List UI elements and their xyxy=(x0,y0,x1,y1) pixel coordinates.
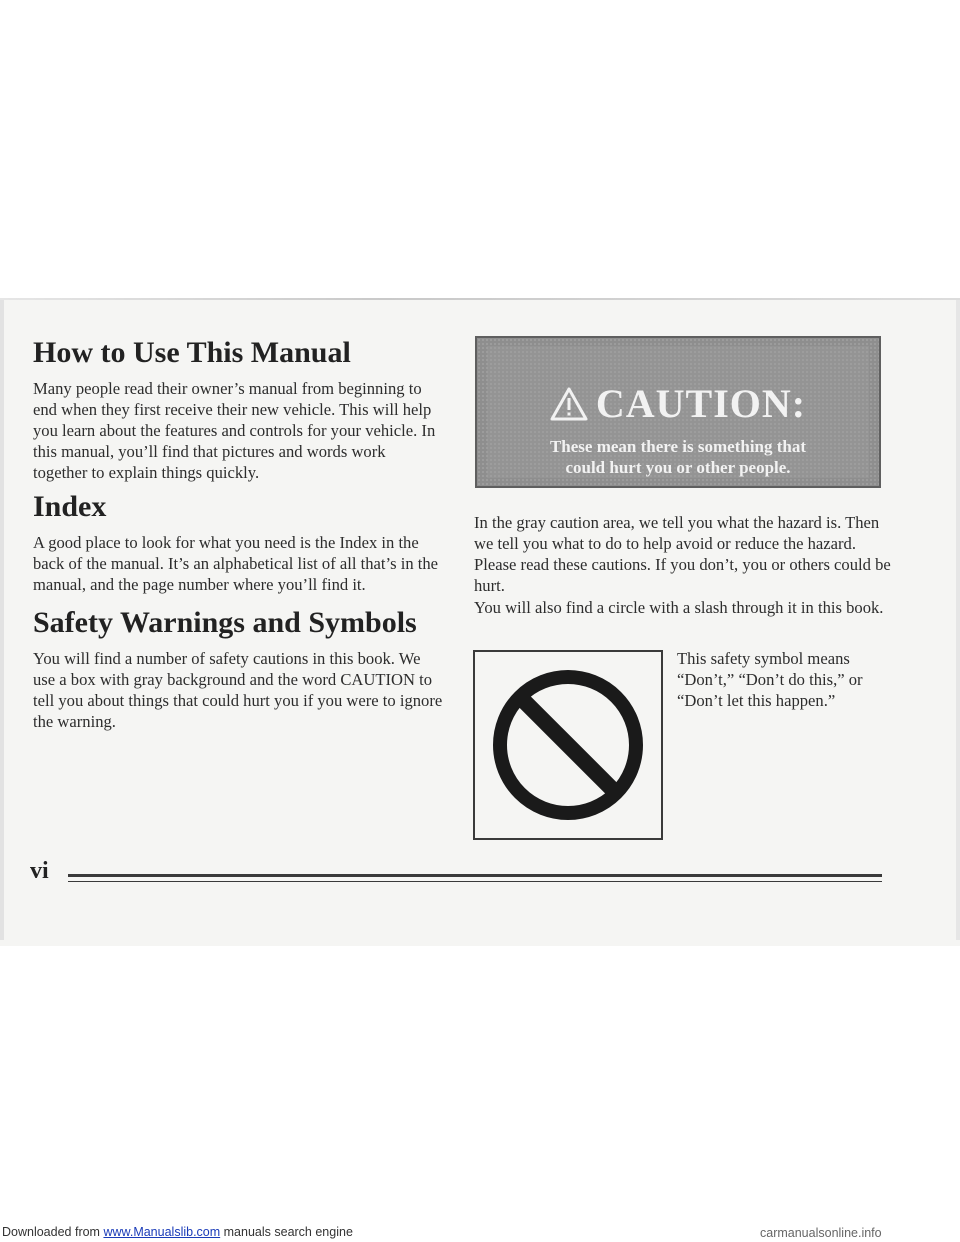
paragraph-safety-symbol: This safety symbol means “Don’t,” “Don’t do this,” or “Don’t let this happen.” xyxy=(677,649,863,710)
watermark: carmanualsonline.info xyxy=(760,1226,882,1240)
caution-message xyxy=(477,436,879,478)
footer-prefix: Downloaded from xyxy=(2,1225,104,1239)
paragraph-index: A good place to look for what you need is the Index in the back of the manual. It’s an alphabetical list of all that’s in the manual, and the page number where you’ll find it. xyxy=(33,533,439,594)
heading-how-to-use: How to Use This Manual xyxy=(33,336,351,369)
footer-suffix: manuals search engine xyxy=(220,1225,353,1239)
paragraph-circle-slash: You will also find a circle with a slash through it in this book. xyxy=(474,598,884,617)
caution-line-1: These mean there is something that xyxy=(549,437,807,456)
manualslib-link[interactable]: www.Manualslib.com xyxy=(103,1225,221,1239)
prohibition-circle-icon xyxy=(490,667,646,823)
paragraph-safety-warnings: You will find a number of safety cautions in this book. We use a box with gray background and the word CAUTION to tell you about things that could hurt you if you were to ignore the warning. xyxy=(33,649,443,731)
top-page-edge xyxy=(0,298,960,300)
safety-symbol-box xyxy=(473,650,663,840)
caution-box xyxy=(475,336,881,488)
download-footer xyxy=(2,1225,353,1239)
footer-rule-thin xyxy=(68,881,882,882)
caution-line-2: could hurt you or other people. xyxy=(565,458,791,477)
footer-rule-thick xyxy=(68,874,882,877)
left-page-edge xyxy=(0,300,4,940)
right-page-edge xyxy=(956,300,960,940)
warning-triangle-icon xyxy=(550,387,588,421)
paragraph-how-to-use: Many people read their owner’s manual from beginning to end when they first receive their new vehicle. This will help you learn about the features and controls for your vehicle. In this manual, you’ll find that pictures and words work together to explain things quickly. xyxy=(33,379,436,482)
caution-title-text: CAUTION: xyxy=(595,381,807,426)
heading-safety-warnings: Safety Warnings and Symbols xyxy=(33,606,417,639)
heading-index: Index xyxy=(33,490,107,523)
paragraph-gray-caution-area: In the gray caution area, we tell you what the hazard is. Then we tell you what to do to help avoid or reduce the hazard. Please read these cautions. If you don’t, you or others could be hurt. xyxy=(474,513,891,595)
page-number: vi xyxy=(30,858,49,884)
caution-heading xyxy=(477,380,879,427)
